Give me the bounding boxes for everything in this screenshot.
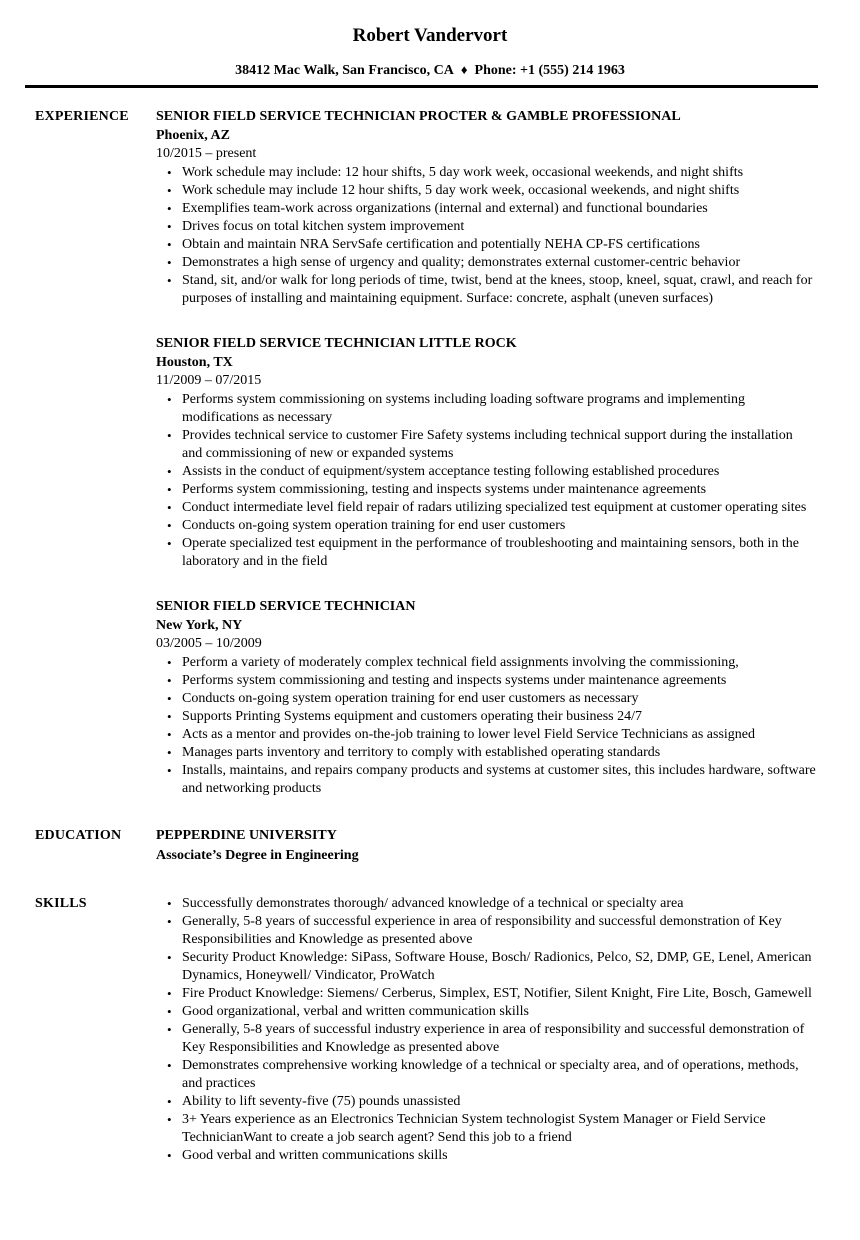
bullet-item: • 3+ Years experience as an Electronics Technician System technologist System Manager or Field Service TechnicianWant to create a job search agent? Send this job to a friend (156, 1111, 816, 1147)
job-dates: 10/2015 – present (156, 146, 257, 161)
bullet-item: • Demonstrates comprehensive working knowledge of a technical or specialty area, and of operations, methods, and practices (156, 1057, 816, 1093)
bullet-item: • Demonstrates a high sense of urgency and quality; demonstrates external customer-centric behavior (156, 254, 816, 272)
bullet-item: • Generally, 5-8 years of successful industry experience in area of responsibility and successful demonstration of Key Responsibilities and Knowledge as presented above (156, 1021, 816, 1057)
bullet-item: • Security Product Knowledge: SiPass, Software House, Bosch/ Radionics, Pelco, S2, DMP, GE, Lenel, American Dynamics, Honeywell/ Vindicator, ProWatch (156, 949, 816, 985)
job-entry-3 (156, 597, 816, 798)
bullet-item: • Provides technical service to customer Fire Safety systems including technical support during the installation and commissioning of new or expanded systems (156, 427, 816, 463)
bullet-item: • Generally, 5-8 years of successful experience in area of responsibility and successful demonstration of Key Responsibilities and Knowledge as presented above (156, 913, 816, 949)
contact-phone: Phone: +1 (555) 214 1963 (474, 63, 625, 78)
bullet-item: • Performs system commissioning and testing and inspects systems under maintenance agreements (156, 672, 816, 690)
skills-section-label: SKILLS (35, 896, 87, 911)
bullet-item: • Perform a variety of moderately complex technical field assignments involving the commissioning, (156, 654, 816, 672)
bullet-item: • Performs system commissioning on systems including loading software programs and implementing modifications as necessary (156, 391, 816, 427)
bullet-item: • Work schedule may include 12 hour shifts, 5 day work week, occasional weekends, and night shifts (156, 182, 816, 200)
bullet-item: • Conducts on-going system operation training for end user customers as necessary (156, 690, 816, 708)
bullet-item: • Good verbal and written communications skills (156, 1147, 816, 1165)
diamond-icon: ♦ (460, 62, 468, 77)
experience-section-label: EXPERIENCE (35, 109, 129, 124)
job-dates: 11/2009 – 07/2015 (156, 373, 262, 388)
bullet-item: • Stand, sit, and/or walk for long periods of time, twist, bend at the knees, stoop, kneel, squat, crawl, and reach for purposes of installing and maintaining equipment. Surface: concrete, asphalt (uneven surfaces) (156, 272, 816, 308)
bullet-item: • Manages parts inventory and territory to comply with established operating standards (156, 744, 816, 762)
job-bullet-list (156, 391, 816, 571)
experience-content (156, 107, 816, 798)
bullet-item: • Assists in the conduct of equipment/system acceptance testing following established procedures (156, 463, 816, 481)
bullet-item: • Acts as a mentor and provides on-the-job training to lower level Field Service Technicians as assigned (156, 726, 816, 744)
bullet-item: • Obtain and maintain NRA ServSafe certification and potentially NEHA CP-FS certifications (156, 236, 816, 254)
skills-bullet-list (156, 895, 816, 1165)
bullet-item: • Work schedule may include: 12 hour shifts, 5 day work week, occasional weekends, and night shifts (156, 164, 816, 182)
education-section (35, 826, 816, 866)
job-dates: 03/2005 – 10/2009 (156, 636, 262, 651)
job-location: Phoenix, AZ (156, 128, 230, 143)
contact-address: 38412 Mac Walk, San Francisco, CA (235, 63, 454, 78)
job-title: SENIOR FIELD SERVICE TECHNICIAN PROCTER & GAMBLE PROFESSIONAL (156, 109, 681, 124)
resume-body (0, 88, 860, 1165)
bullet-item: • Fire Product Knowledge: Siemens/ Cerberus, Simplex, EST, Notifier, Silent Knight, Fire Lite, Bosch, Gamewell (156, 985, 816, 1003)
bullet-item: • Drives focus on total kitchen system improvement (156, 218, 816, 236)
bullet-item: • Good organizational, verbal and written communication skills (156, 1003, 816, 1021)
resume-name: Robert Vandervort (352, 25, 508, 46)
bullet-item: • Conduct intermediate level field repair of radars utilizing specialized test equipment at customer operating sites (156, 499, 816, 517)
education-section-label: EDUCATION (35, 828, 122, 843)
job-entry-2 (156, 334, 816, 571)
job-title: SENIOR FIELD SERVICE TECHNICIAN (156, 599, 416, 614)
job-location: Houston, TX (156, 355, 233, 370)
job-title: SENIOR FIELD SERVICE TECHNICIAN LITTLE ROCK (156, 336, 517, 351)
education-school: PEPPERDINE UNIVERSITY (156, 828, 337, 843)
job-bullet-list (156, 654, 816, 798)
contact-line (0, 61, 860, 80)
bullet-item: • Successfully demonstrates thorough/ advanced knowledge of a technical or specialty area (156, 895, 816, 913)
skills-content (156, 894, 816, 1165)
education-degree: Associate’s Degree in Engineering (156, 848, 359, 863)
experience-section (35, 107, 816, 798)
education-content (156, 826, 816, 866)
bullet-item: • Ability to lift seventy-five (75) pounds unassisted (156, 1093, 816, 1111)
bullet-item: • Supports Printing Systems equipment and customers operating their business 24/7 (156, 708, 816, 726)
bullet-item: • Operate specialized test equipment in the performance of troubleshooting and maintaining sensors, both in the laboratory and in the field (156, 535, 816, 571)
bullet-item: • Exemplifies team-work across organizations (internal and external) and functional boundaries (156, 200, 816, 218)
job-bullet-list (156, 164, 816, 308)
job-location: New York, NY (156, 618, 243, 633)
job-entry-1 (156, 107, 816, 308)
bullet-item: • Installs, maintains, and repairs company products and systems at customer sites, this includes hardware, software and networking products (156, 762, 816, 798)
bullet-item: • Conducts on-going system operation training for end user customers (156, 517, 816, 535)
skills-section (35, 894, 816, 1165)
bullet-item: • Performs system commissioning, testing and inspects systems under maintenance agreements (156, 481, 816, 499)
